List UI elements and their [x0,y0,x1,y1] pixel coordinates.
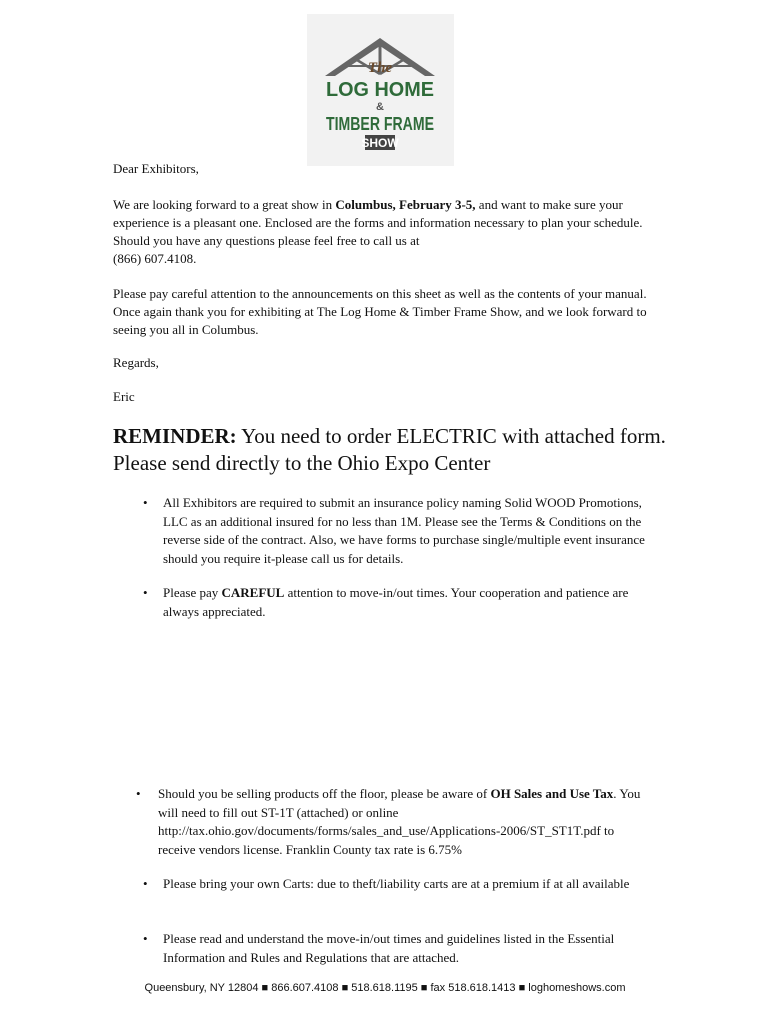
logo-log-home-text: LOG HOME [326,79,434,101]
show-logo [307,14,454,166]
tax-form-url: http://tax.ohio.gov/documents/forms/sales_and_use/Applications-2006/ST_ST1T.pdf [158,823,601,838]
bullet-icon: • [143,876,148,891]
bullet-icon: • [143,585,148,600]
log-home-roof-icon [307,14,454,166]
logo-ampersand: & [376,101,384,113]
paragraph-intro: We are looking forward to a great show in Columbus, February 3-5, and want to make sure your experience is a pleasant one. Enclosed are the forms and information necessary to plan your schedule. Should you have any questions please feel free to call us at (866) 607.4108. [113,196,658,268]
list-item: • Please bring your own Carts: due to theft/liability carts are at a premium if at all available [163,875,663,894]
footer-contact: Queensbury, NY 12804 ■ 866.607.4108 ■ 518.618.1195 ■ fax 518.618.1413 ■ loghomeshows.com [144,982,626,994]
bullet-icon: • [136,786,141,801]
list-item: • Please pay CAREFUL attention to move-in/out times. Your cooperation and patience are always appreciated. [143,585,629,619]
greeting: Dear Exhibitors, [113,161,199,176]
paragraph-attention: Please pay careful attention to the announcements on this sheet as well as the contents of your manual. Once again thank you for exhibiting at The Log Home & Timber Frame Show, and we look forward to seeing you all in Columbus. [113,286,647,337]
list-item: • All Exhibitors are required to submit an insurance policy naming Solid WOOD Promotions, LLC as an additional insured for no less than 1M. Please see the Terms & Conditions on the reverse side of the contract. Also, we have forms to purchase single/multiple event insurance should you require it-please call us for details. [143,495,645,566]
logo-the-text: The [367,60,393,76]
bullet-icon: • [143,931,148,946]
reminder-heading: REMINDER: You need to order ELECTRIC with attached form. Please send directly to the Ohio Expo Center [113,424,666,475]
signature: Eric [113,389,135,404]
reminder-label: REMINDER: [113,424,237,448]
list-item: • Should you be selling products off the floor, please be aware of OH Sales and Use Tax. You will need to fill out ST-1T (attached) or online http://tax.ohio.gov/documents/forms/sales_and_use/Applications-2006/ST_ST1T.pdf to receive vendors license. Franklin County tax rate is 6.75% [136,786,641,857]
logo-timber-frame-text: TIMBER FRAME [326,114,434,134]
closing: Regards, [113,355,159,370]
bullet-icon: • [143,495,148,510]
phone-number: (866) 607.4108. [113,251,197,266]
list-item: • Please read and understand the move-in/out times and guidelines listed in the Essential Information and Rules and Regulations that are attached. [143,931,615,965]
logo-show-text: SHOW [361,136,399,150]
event-location-date: Columbus, February 3-5, [335,197,476,212]
